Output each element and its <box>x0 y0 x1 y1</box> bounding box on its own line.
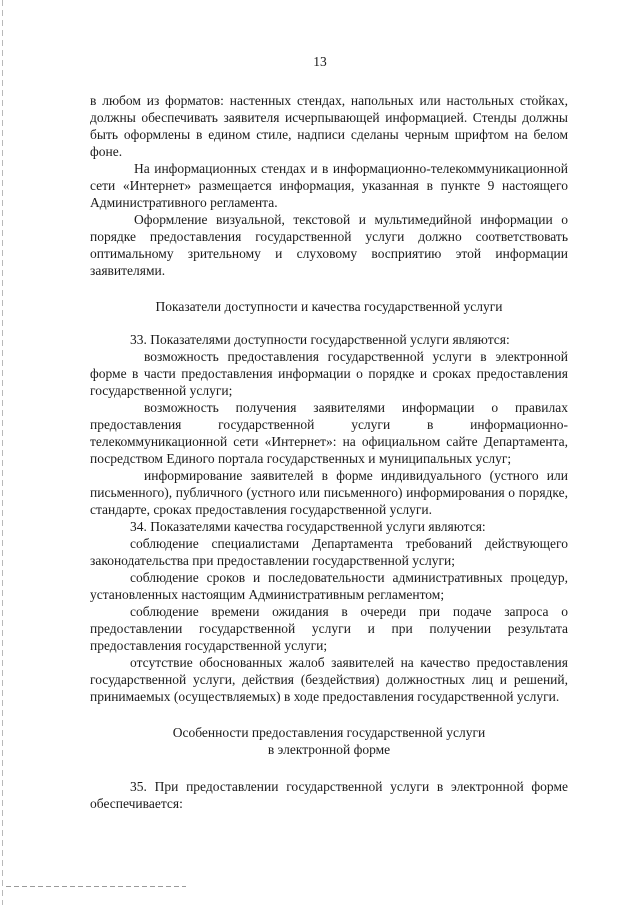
list-item: возможность получения заявителями информации о правилах предоставления государственной услуги в информационно-телекоммуникационной сети «Интернет»: на официальном сайте Департамента, посредством Единого портала государственных и муниципальных услуг; <box>90 400 568 466</box>
page-edge-left <box>2 0 3 905</box>
paragraph-stands-format: в любом из форматов: настенных стендах, напольных или настольных стойках, должны обеспечивать заявителя исчерпывающей информацией. Стенды должны быть оформлены в едином стиле, надписи сделаны черным шрифтом на белом фоне. <box>90 93 568 159</box>
section-heading-electronic-line2: в электронной форме <box>267 742 391 757</box>
list-item: соблюдение сроков и последовательности административных процедур, установленных настоящим Административным регламентом; <box>90 570 568 602</box>
section-heading-accessibility: Показатели доступности и качества государственной услуги <box>155 299 503 314</box>
section-heading-electronic: Особенности предоставления государственной услуги <box>172 725 486 740</box>
paragraph-item-35: 35. При предоставлении государственной услуги в электронной форме обеспечивается: <box>90 779 568 811</box>
paragraph-item-34: 34. Показателями качества государственной услуги являются: <box>130 519 486 534</box>
list-item: возможность предоставления государственной услуги в электронной форме в части предоставления информации о порядке и сроках предоставления государственной услуги; <box>90 349 568 398</box>
page-number: 13 <box>313 54 327 69</box>
page-edge-bottom <box>6 886 186 887</box>
list-item: соблюдение времени ожидания в очереди при подаче запроса о предоставлении государственной услуги и при получении результата предоставления государственной услуги; <box>90 604 568 653</box>
list-item: соблюдение специалистами Департамента требований действующего законодательства при предоставлении государственной услуги; <box>90 536 568 568</box>
paragraph-info-stands: На информационных стендах и в информационно-телекоммуникационной сети «Интернет» размещается информация, указанная в пункте 9 настоящего Административного регламента. <box>90 161 568 210</box>
paragraph-info-design: Оформление визуальной, текстовой и мультимедийной информации о порядке предоставления государственной услуги должно соответствовать оптимальному зрительному и слуховому восприятию этой информации заявителями. <box>90 212 568 278</box>
list-item: отсутствие обоснованных жалоб заявителей на качество предоставления государственной услуги, действия (бездействия) должностных лиц и решений, принимаемых (осуществляемых) в ходе предоставления государственной услуги. <box>90 655 568 704</box>
paragraph-item-33: 33. Показателями доступности государственной услуги являются: <box>130 332 510 347</box>
document-body <box>90 92 568 812</box>
list-item: информирование заявителей в форме индивидуального (устного или письменного), публичного (устного или письменного) информирования о порядке, стандарте, сроках предоставления государственной услуги. <box>90 468 568 517</box>
